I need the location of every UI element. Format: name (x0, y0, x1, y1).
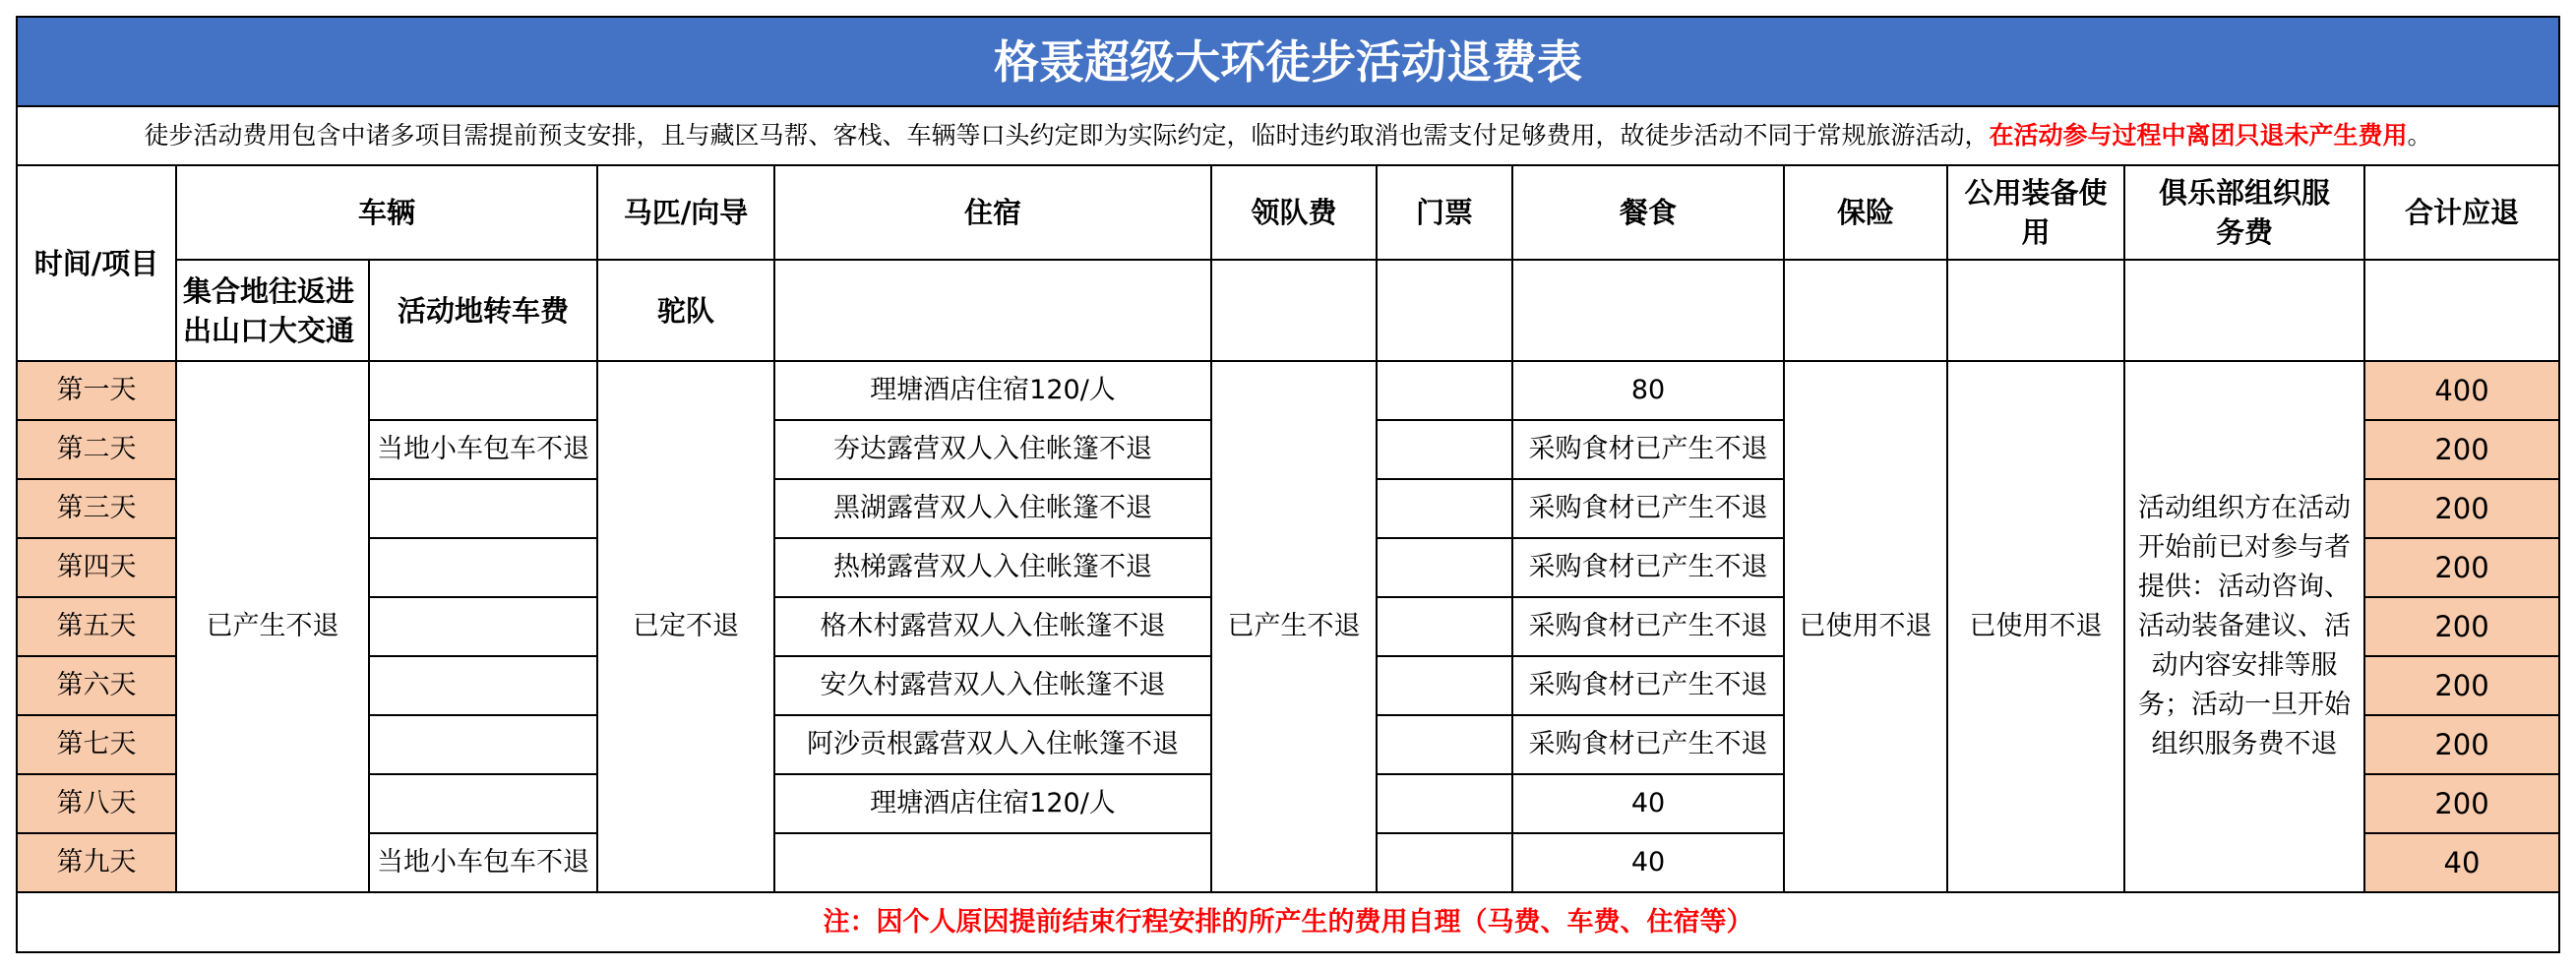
meals-cell: 采购食材已产生不退 (1512, 656, 1784, 715)
total-refund-cell: 200 (2364, 479, 2559, 538)
header-total: 合计应退 (2364, 165, 2559, 260)
header-ticket: 门票 (1377, 165, 1512, 260)
transfer-cell (369, 538, 597, 597)
day-label: 第五天 (17, 597, 176, 656)
total-refund-cell: 200 (2364, 656, 2559, 715)
lodging-cell: 理塘酒店住宿120/人 (774, 361, 1211, 420)
day-label: 第八天 (17, 774, 176, 833)
header-club-fee: 俱乐部组织服务费 (2124, 165, 2364, 260)
ticket-cell (1377, 597, 1512, 656)
header-gear: 公用装备使用 (1947, 165, 2124, 260)
transfer-cell: 当地小车包车不退 (369, 833, 597, 892)
header-empty-cell (1784, 260, 1947, 361)
total-refund-cell: 40 (2364, 833, 2559, 892)
header-horse-caravan: 驼队 (597, 260, 774, 361)
meals-cell: 采购食材已产生不退 (1512, 420, 1784, 479)
lodging-cell: 阿沙贡根露营双人入住帐篷不退 (774, 715, 1211, 774)
big-transport-status: 已产生不退 (176, 361, 369, 892)
day-label: 第七天 (17, 715, 176, 774)
header-empty-cell (1512, 260, 1784, 361)
day-label: 第一天 (17, 361, 176, 420)
header-vehicle: 车辆 (176, 165, 597, 260)
gear-status: 已使用不退 (1947, 361, 2124, 892)
lodging-cell: 理塘酒店住宿120/人 (774, 774, 1211, 833)
day-label: 第三天 (17, 479, 176, 538)
lodging-cell: 黑湖露营双人入住帐篷不退 (774, 479, 1211, 538)
transfer-cell (369, 479, 597, 538)
transfer-cell (369, 656, 597, 715)
total-refund-cell: 200 (2364, 420, 2559, 479)
policy-note (17, 106, 2559, 165)
ticket-cell (1377, 656, 1512, 715)
meals-cell: 采购食材已产生不退 (1512, 597, 1784, 656)
header-insurance: 保险 (1784, 165, 1947, 260)
header-empty-cell (2124, 260, 2364, 361)
day-row (17, 361, 2559, 420)
total-refund-cell: 200 (2364, 774, 2559, 833)
lodging-cell: 格木村露营双人入住帐篷不退 (774, 597, 1211, 656)
transfer-cell (369, 774, 597, 833)
meals-cell: 40 (1512, 833, 1784, 892)
total-refund-cell: 200 (2364, 538, 2559, 597)
header-empty-cell (1377, 260, 1512, 361)
header-horse: 马匹/向导 (597, 165, 774, 260)
footer-note: 注：因个人原因提前结束行程安排的所产生的费用自理（马费、车费、住宿等） (17, 892, 2559, 952)
refund-table-sheet (16, 16, 2558, 952)
ticket-cell (1377, 361, 1512, 420)
meals-cell: 采购食材已产生不退 (1512, 715, 1784, 774)
ticket-cell (1377, 479, 1512, 538)
meals-cell: 40 (1512, 774, 1784, 833)
refund-table (16, 16, 2560, 953)
ticket-cell (1377, 715, 1512, 774)
ticket-cell (1377, 774, 1512, 833)
header-lodging: 住宿 (774, 165, 1211, 260)
header-time-item: 时间/项目 (17, 165, 176, 361)
transfer-cell: 当地小车包车不退 (369, 420, 597, 479)
meals-cell: 采购食材已产生不退 (1512, 479, 1784, 538)
meals-cell: 采购食材已产生不退 (1512, 538, 1784, 597)
lodging-cell: 安久村露营双人入住帐篷不退 (774, 656, 1211, 715)
header-vehicle-big-transport: 集合地往返进出山口大交通 (176, 260, 369, 361)
club-fee-note: 活动组织方在活动开始前已对参与者提供：活动咨询、活动装备建议、活动内容安排等服务；活动一旦开始组织服务费不退 (2124, 361, 2364, 892)
meals-cell: 80 (1512, 361, 1784, 420)
ticket-cell (1377, 833, 1512, 892)
transfer-cell (369, 597, 597, 656)
insurance-status: 已使用不退 (1784, 361, 1947, 892)
ticket-cell (1377, 420, 1512, 479)
horse-status: 已定不退 (597, 361, 774, 892)
lodging-cell (774, 833, 1211, 892)
leader-fee-status: 已产生不退 (1211, 361, 1377, 892)
header-empty-cell (2364, 260, 2559, 361)
total-refund-cell: 200 (2364, 597, 2559, 656)
policy-note-end: 。 (2407, 121, 2432, 150)
header-empty-cell (1211, 260, 1377, 361)
policy-note-highlight: 在活动参与过程中离团只退未产生费用 (1989, 121, 2408, 150)
day-label: 第四天 (17, 538, 176, 597)
header-leader-fee: 领队费 (1211, 165, 1377, 260)
day-label: 第九天 (17, 833, 176, 892)
total-refund-cell: 400 (2364, 361, 2559, 420)
lodging-cell: 热梯露营双人入住帐篷不退 (774, 538, 1211, 597)
transfer-cell (369, 361, 597, 420)
day-label: 第二天 (17, 420, 176, 479)
header-empty-cell (774, 260, 1211, 361)
header-vehicle-transfer: 活动地转车费 (369, 260, 597, 361)
header-meals: 餐食 (1512, 165, 1784, 260)
transfer-cell (369, 715, 597, 774)
ticket-cell (1377, 538, 1512, 597)
policy-note-text: 徒步活动费用包含中诸多项目需提前预支安排，且与藏区马帮、客栈、车辆等口头约定即为实际约定，临时违约取消也需支付足够费用，故徒步活动不同于常规旅游活动， (144, 121, 1990, 150)
lodging-cell: 夯达露营双人入住帐篷不退 (774, 420, 1211, 479)
table-title: 格聂超级大环徒步活动退费表 (17, 17, 2559, 106)
total-refund-cell: 200 (2364, 715, 2559, 774)
header-empty-cell (1947, 260, 2124, 361)
day-label: 第六天 (17, 656, 176, 715)
